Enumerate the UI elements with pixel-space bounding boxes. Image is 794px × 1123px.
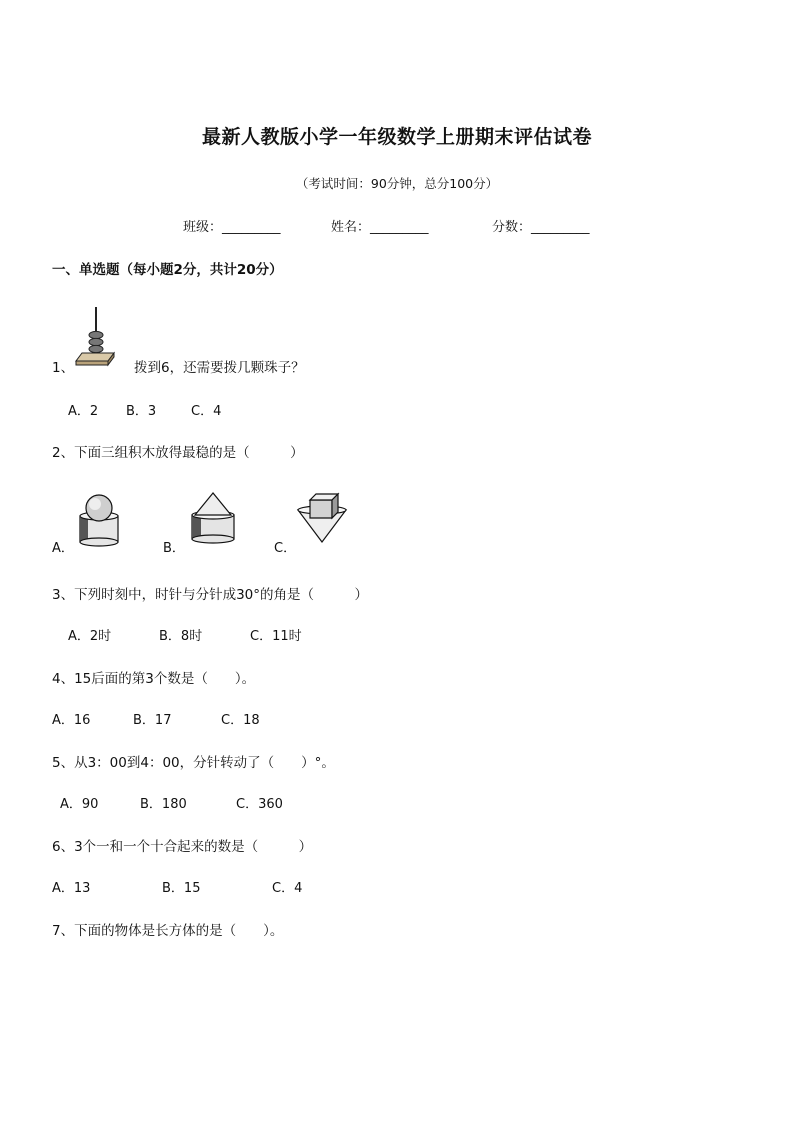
q4-option-b[interactable]: B．17 bbox=[133, 713, 172, 728]
question-text: 15后面的第3个数是（ ）。 bbox=[74, 671, 256, 687]
sphere-on-cylinder-icon bbox=[78, 494, 120, 548]
q5-option-a[interactable]: A．90 bbox=[60, 797, 99, 812]
question-3 bbox=[52, 583, 368, 603]
q4-option-c[interactable]: C．18 bbox=[221, 713, 260, 728]
q1-option-a[interactable]: A．2 bbox=[68, 404, 99, 419]
question-number: 3、 bbox=[52, 587, 75, 603]
question-1 bbox=[52, 356, 74, 376]
question-number: 5、 bbox=[52, 755, 75, 771]
question-number: 6、 bbox=[52, 839, 75, 855]
question-number: 2、 bbox=[52, 445, 75, 461]
class-field[interactable]: 班级：_________ bbox=[183, 220, 281, 235]
question-number: 1、 bbox=[52, 360, 75, 376]
abacus-counter-icon bbox=[74, 305, 118, 367]
name-field[interactable]: 姓名：_________ bbox=[331, 220, 429, 235]
question-6 bbox=[52, 835, 312, 855]
q1-option-c[interactable]: C．4 bbox=[191, 404, 222, 419]
q4-option-a[interactable]: A．16 bbox=[52, 713, 91, 728]
question-number: 4、 bbox=[52, 671, 75, 687]
q1-option-b[interactable]: B．3 bbox=[126, 404, 157, 419]
question-text: 下面三组积木放得最稳的是（ ） bbox=[74, 445, 304, 461]
q6-option-c[interactable]: C．4 bbox=[272, 881, 303, 896]
q6-option-a[interactable]: A．13 bbox=[52, 881, 91, 896]
question-5 bbox=[52, 751, 335, 771]
question-number: 7、 bbox=[52, 923, 75, 939]
q2-option-b[interactable]: B． bbox=[163, 541, 185, 556]
q2-option-c[interactable]: C． bbox=[274, 541, 297, 556]
question-7 bbox=[52, 919, 283, 939]
question-text: 下面的物体是长方体的是（ ）。 bbox=[74, 923, 284, 939]
question-text: 下列时刻中，时针与分针成30°的角是（ ） bbox=[74, 587, 369, 603]
score-field[interactable]: 分数：_________ bbox=[492, 220, 590, 235]
exam-info: （考试时间：90分钟，总分100分） bbox=[295, 176, 499, 191]
cone-on-cylinder-icon bbox=[190, 491, 236, 547]
q2-option-a[interactable]: A． bbox=[52, 541, 74, 556]
cube-on-cone-icon bbox=[296, 492, 348, 544]
q3-option-c[interactable]: C．11时 bbox=[250, 629, 302, 644]
page-title: 最新人教版小学一年级数学上册期末评估试卷 bbox=[201, 126, 592, 148]
q3-option-a[interactable]: A．2时 bbox=[68, 629, 112, 644]
q6-option-b[interactable]: B．15 bbox=[162, 881, 201, 896]
question-4 bbox=[52, 667, 255, 687]
section-heading: 一、单选题（每小题2分，共计20分） bbox=[52, 262, 283, 278]
question-text: 从3：00到4：00，分针转动了（ ）°。 bbox=[74, 755, 335, 771]
question-1-text: 拨到6，还需要拨几颗珠子？ bbox=[134, 360, 305, 376]
q3-option-b[interactable]: B．8时 bbox=[159, 629, 203, 644]
q5-option-b[interactable]: B．180 bbox=[140, 797, 187, 812]
question-2 bbox=[52, 441, 304, 461]
q5-option-c[interactable]: C．360 bbox=[236, 797, 283, 812]
question-text: 3个一和一个十合起来的数是（ ） bbox=[74, 839, 313, 855]
